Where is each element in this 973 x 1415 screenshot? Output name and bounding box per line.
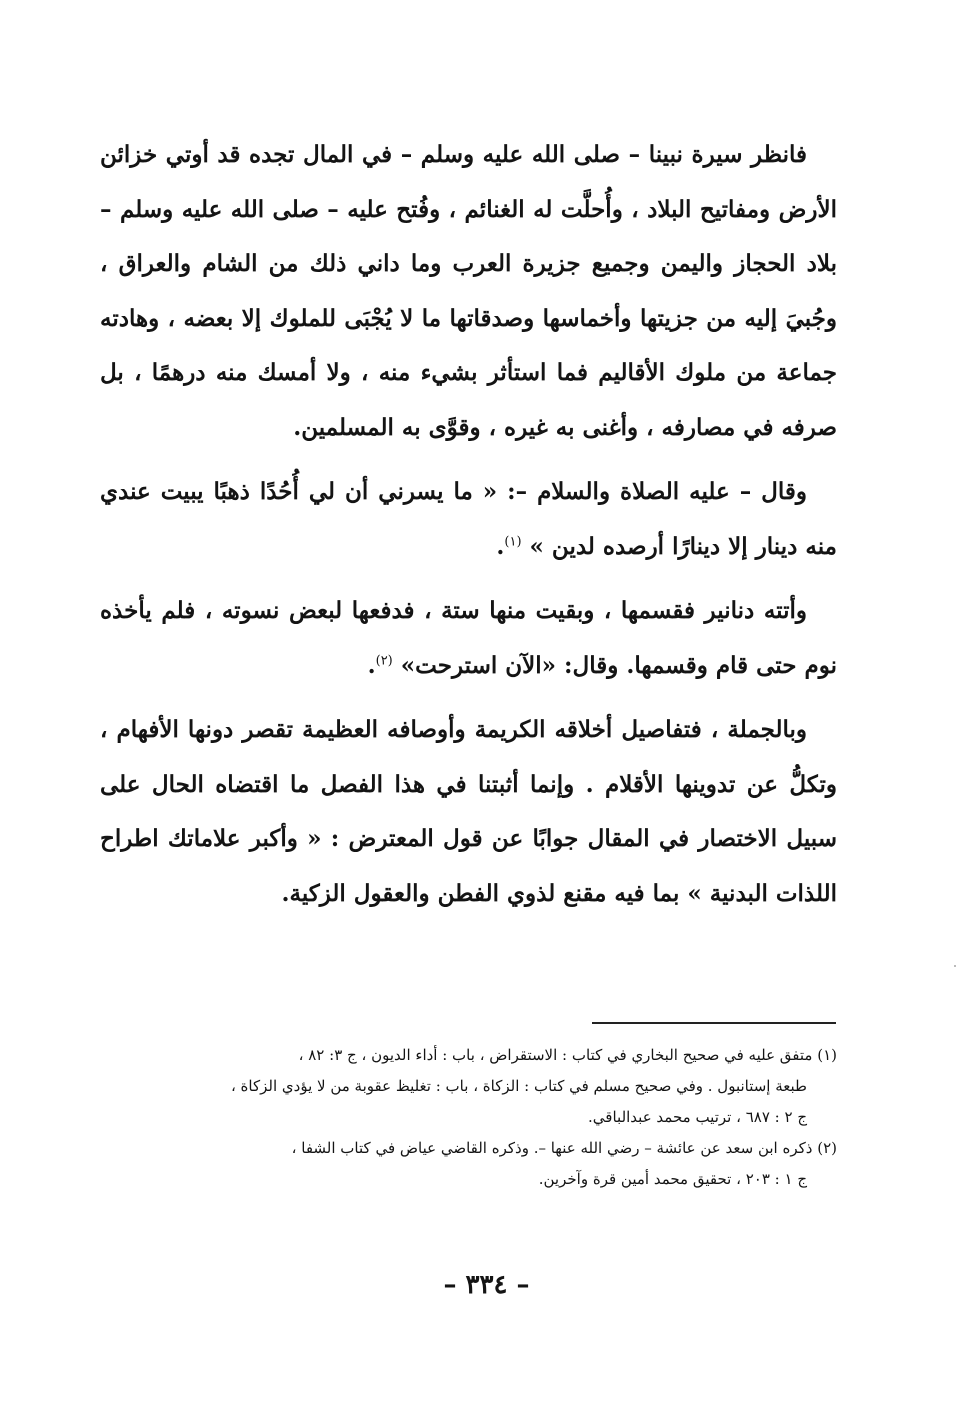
footnote-marker-2[interactable]: (٢) (375, 652, 393, 668)
paragraph-1 (100, 128, 837, 455)
footnotes-section (100, 1040, 837, 1195)
footnote-1-line-1: (١) متفق عليه في صحيح البخاري في كتاب : الاستقراض ، باب : أداء الديون ، ج ٣: ٨٢ ، (298, 1046, 837, 1064)
paragraph-1-text: فانظر سيرة نبينا – صلى الله عليه وسلم – في المال تجده قد أوتي خزائن الأرض ومفاتيح البلاد ، وأُحلَّت له الغنائم ، وفُتح عليه – صلى الله عليه وسلم – بلاد الحجاز واليمن وجميع جزيرة العرب وما داني ذلك من الشام والعراق ، وجُبيَ إليه من جزيتها وأخماسها وصدقاتها ما لا يُجْبَى للملوك إلا بعضه ، وهادته جماعة من ملوك الأقاليم فما استأثر بشيء منه ، ولا أمسك منه درهمًا ، بل صرفه في مصارفه ، وأغنى به غيره ، وقوَّى به المسلمين. (100, 141, 837, 441)
paragraph-3-text: وأتته دنانير فقسمها ، وبقيت منها ستة ، فدفعها لبعض نسوته ، فلم يأخذه نوم حتى قام وقسمها. وقال: «الآن استرحت» (100, 597, 837, 679)
paragraph-3 (100, 584, 837, 693)
footnote-2-line-1: (٢) ذكره ابن سعد عن عائشة – رضي الله عنها –. وذكره القاضي عياض في كتاب الشفا ، (291, 1139, 837, 1157)
footnote-marker-1[interactable]: (١) (504, 533, 522, 549)
paragraph-2-end: . (496, 532, 505, 560)
page-number: – ٣٣٤ – (443, 1270, 530, 1300)
main-text (100, 128, 837, 921)
scan-speck (954, 965, 956, 967)
paragraph-3-end: . (367, 651, 376, 679)
footnote-1 (100, 1040, 837, 1133)
footnote-2-line-2: ج ١ : ٢٠٣ ، تحقيق محمد أمين قرة وآخرين. (538, 1170, 807, 1188)
paragraph-2-text: وقال – عليه الصلاة والسلام –: « ما يسرني أن لي أُحُدًا ذهبًا يبيت عندي منه دينار إلا دينارًا أرصده لدين » (100, 478, 837, 560)
footnote-1-line-3: ج ٢ : ٦٨٧ ، ترتيب محمد عبدالباقي. (588, 1108, 807, 1126)
footnote-separator (592, 1022, 836, 1024)
paragraph-4 (100, 703, 837, 921)
paragraph-2 (100, 465, 837, 574)
footnote-1-line-2: طبعة إستانبول . وفي صحيح مسلم في كتاب : الزكاة ، باب : تغليظ عقوبة من لا يؤدي الزكاة ، (230, 1077, 807, 1095)
paragraph-4-text: وبالجملة ، فتفاصيل أخلاقه الكريمة وأوصافه العظيمة تقصر دونها الأفهام ، وتكلُّ عن تدوينها الأقلام . وإنما أثبتنا في هذا الفصل ما اقتضاه الحال على سبيل الاختصار في المقال جوابًا عن قول المعترض : « وأكبر علاماتك اطراح اللذات البدنية » بما فيه مقنع لذوي الفطن والعقول الزكية. (100, 716, 837, 907)
footnote-2 (100, 1133, 837, 1195)
